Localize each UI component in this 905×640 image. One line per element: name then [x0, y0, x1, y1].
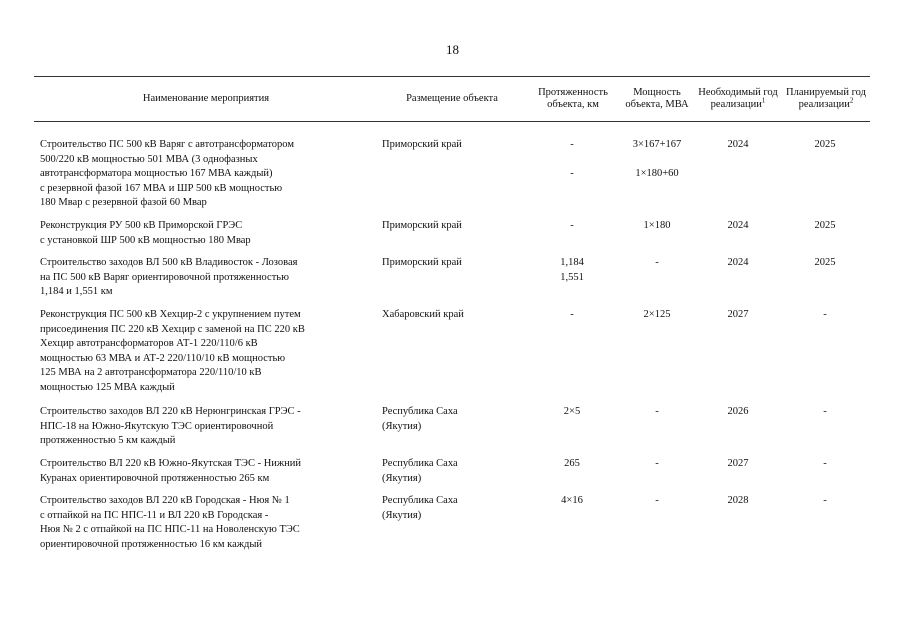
row-length: - — [570, 309, 574, 320]
row-placement: Приморский край — [382, 257, 462, 268]
table-top-rule — [34, 76, 870, 77]
row-placement: Республика Саха (Якутия) — [382, 458, 458, 484]
row-needed-year: 2027 — [727, 458, 749, 469]
row-needed-year: 2027 — [727, 309, 749, 320]
header-needed-year-label: Необходимый год реализации — [698, 87, 778, 110]
row-power: 3×167+167 1×180+60 — [632, 139, 682, 180]
header-needed-year-footnote: 1 — [761, 96, 766, 105]
page-number: 18 — [446, 42, 459, 57]
row-needed-year: 2024 — [727, 139, 749, 150]
row-power: 1×180 — [643, 220, 671, 231]
row-length: 265 — [564, 458, 580, 469]
row-placement: Республика Саха (Якутия) — [382, 406, 458, 432]
row-placement: Приморский край — [382, 139, 462, 150]
row-power: 2×125 — [643, 309, 671, 320]
row-planned-year: 2025 — [814, 220, 836, 231]
header-power: Мощность объекта, МВА — [625, 87, 689, 110]
row-needed-year: 2028 — [727, 495, 749, 506]
row-name: Строительство заходов ВЛ 220 кВ Городская - Нюя № 1 с отпайкой на ПС НПС-11 и ВЛ 220 кВ Городская - Нюя № 2 с отпайкой на ПС НПС-11 на Новоленскую ТЭС ориентировочной протяженностью 16 км каждый — [40, 495, 300, 550]
header-planned-year-label: Планируемый год реализации — [786, 87, 866, 110]
row-length: 4×16 — [561, 495, 583, 506]
row-name: Реконструкция ПС 500 кВ Хехцир-2 с укрупнением путем присоединения ПС 220 кВ Хехцир с заменой на ПС 220 кВ Хехцир автотрансформаторов АТ-1 220/110/6 кВ мощностью 63 МВА и АТ-2 220/110/10 кВ мощностью 125 МВА на 2 автотрансформатора 220/110/10 кВ мощностью 125 МВА каждый — [40, 309, 305, 393]
row-needed-year: 2024 — [727, 220, 749, 231]
row-power: - — [655, 406, 659, 417]
row-placement: Приморский край — [382, 220, 462, 231]
row-needed-year: 2026 — [727, 406, 749, 417]
row-name: Строительство заходов ВЛ 220 кВ Нерюнгринская ГРЭС - НПС-18 на Южно-Якутскую ТЭС ориентировочной протяженностью 5 км каждый — [40, 406, 301, 447]
header-planned-year-footnote: 2 — [849, 96, 854, 105]
table-header-rule — [34, 121, 870, 122]
header-planned-year — [782, 78, 870, 120]
row-name: Реконструкция РУ 500 кВ Приморской ГРЭС с установкой ШР 500 кВ мощностью 180 Мвар — [40, 220, 251, 246]
row-length: 1,184 1,551 — [560, 257, 584, 283]
header-needed-year — [694, 78, 782, 120]
row-name: Строительство заходов ВЛ 500 кВ Владивосток - Лозовая на ПС 500 кВ Варяг ориентировочной протяженностью 1,184 и 1,551 км — [40, 257, 298, 298]
row-power: - — [655, 257, 659, 268]
header-name: Наименование мероприятия — [142, 93, 270, 104]
row-length: 2×5 — [563, 406, 581, 417]
row-planned-year: - — [823, 458, 827, 469]
row-name: Строительство ВЛ 220 кВ Южно-Якутская ТЭС - Нижний Куранах ориентировочной протяженностью 265 км — [40, 458, 302, 484]
row-power: - — [655, 458, 659, 469]
row-name: Строительство ПС 500 кВ Варяг с автотрансформатором 500/220 кВ мощностью 501 МВА (3 однофазных автотрансформатора мощностью 167 МВА каждый) с резервной фазой 167 МВА и ШР 500 кВ мощностью 180 Мвар с резервной фазой 60 Мвар — [40, 139, 294, 209]
row-planned-year: 2025 — [814, 139, 836, 150]
row-planned-year: - — [823, 406, 827, 417]
row-planned-year: 2025 — [814, 257, 836, 268]
row-length: - — [570, 220, 574, 231]
header-placement: Размещение объекта — [406, 93, 498, 104]
row-placement: Республика Саха (Якутия) — [382, 495, 458, 521]
row-power: - — [655, 495, 659, 506]
row-needed-year: 2024 — [727, 257, 749, 268]
row-planned-year: - — [823, 309, 827, 320]
row-planned-year: - — [823, 495, 827, 506]
row-placement: Хабаровский край — [382, 309, 464, 320]
row-length: - - — [570, 139, 574, 180]
header-length: Протяженность объекта, км — [538, 87, 608, 110]
